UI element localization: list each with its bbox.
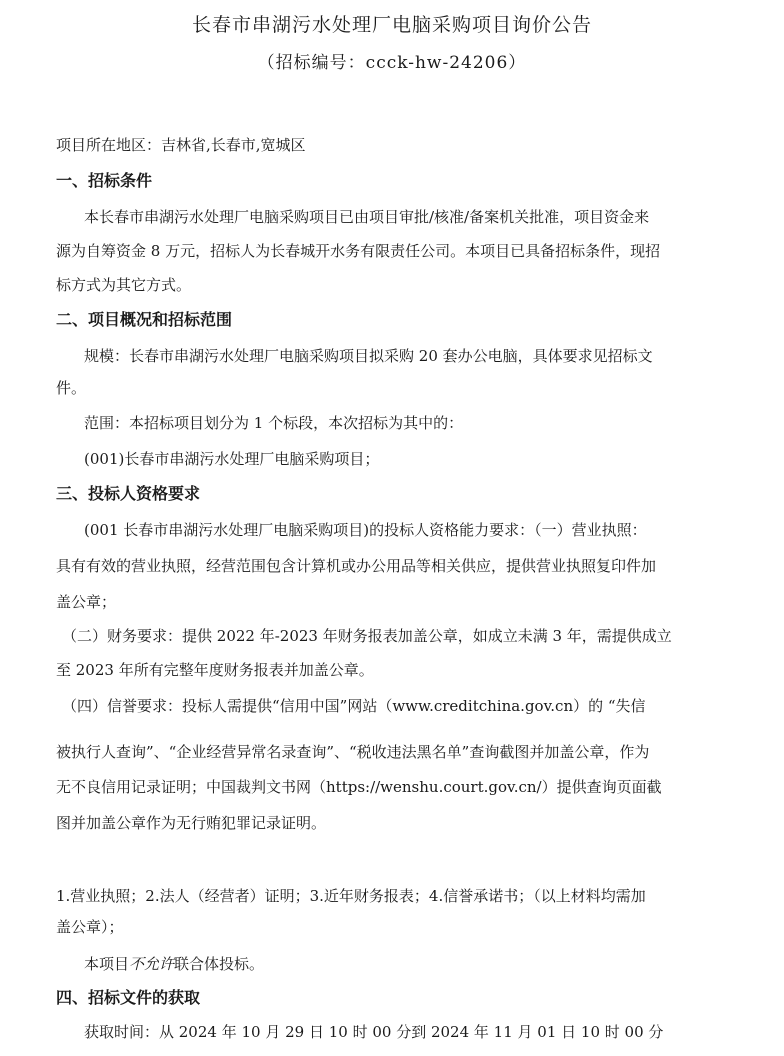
paragraph-line: 源为自筹资金 8 万元，招标人为长春城开水务有限责任公司。本项目已具备招标条件，现招 [56,242,661,260]
consortium-statement [84,954,744,974]
acquisition-time: 获取时间：从 2024 年 10 月 29 日 10 时 00 分到 2024 年 11 月 01 日 10 时 00 分 [84,1023,664,1041]
paragraph-line: (001)长春市串湖污水处理厂电脑采购项目； [84,450,380,468]
consortium-suffix: 联合体投标。 [174,955,265,973]
paragraph-line: 标方式为其它方式。 [56,276,192,294]
section-heading-tender-conditions: 一、招标条件 [56,171,153,190]
paragraph-line: 1.营业执照；2.法人（经营者）证明；3.近年财务报表；4.信誉承诺书；（以上材料均需加 [56,887,646,905]
paragraph-line: 本长春市串湖污水处理厂电脑采购项目已由项目审批/核准/备案机关批准，项目资金来 [84,208,650,226]
tender-number: （招标编号：ccck-hw-24206） [257,53,527,73]
paragraph-line: 图并加盖公章作为无行贿犯罪记录证明。 [56,814,327,832]
paragraph-line: 盖公章）； [56,918,124,936]
paragraph-line: 被执行人查询”、“企业经营异常名录查询”、“税收违法黑名单”查询截图并加盖公章，作为 [56,743,650,761]
paragraph-line: （四）信誉要求：投标人需提供“信用中国”网站（www.creditchina.gov.cn）的 “失信 [62,697,646,715]
consortium-emphasis: 不允许 [129,955,175,973]
section-heading-project-overview: 二、项目概况和招标范围 [56,310,233,329]
paragraph-line: 无不良信用记录证明；中国裁判文书网（https://wenshu.court.gov.cn/）提供查询页面截 [56,778,662,796]
paragraph-line: 具有有效的营业执照，经营范围包含计算机或办公用品等相关供应，提供营业执照复印件加 [56,557,657,575]
paragraph-line: 范围：本招标项目划分为 1 个标段，本次招标为其中的： [84,414,464,432]
paragraph-line: (001 长春市串湖污水处理厂电脑采购项目)的投标人资格能力要求：（一）营业执照： [84,521,647,539]
section-heading-bidder-qualifications: 三、投标人资格要求 [56,484,201,503]
section-heading-document-acquisition: 四、招标文件的获取 [56,988,201,1007]
paragraph-line: 规模：长春市串湖污水处理厂电脑采购项目拟采购 20 套办公电脑，具体要求见招标文 [84,347,653,365]
document-title: 长春市串湖污水处理厂电脑采购项目询价公告 [191,14,592,36]
project-region: 项目所在地区：吉林省,长春市,宽城区 [56,136,306,154]
consortium-prefix: 本项目 [84,955,130,973]
paragraph-line: （二）财务要求：提供 2022 年-2023 年财务报表加盖公章，如成立未满 3 年，需提供成立 [62,627,672,645]
paragraph-line: 盖公章； [56,593,117,611]
paragraph-line: 件。 [56,379,87,397]
paragraph-line: 至 2023 年所有完整年度财务报表并加盖公章。 [56,661,374,679]
